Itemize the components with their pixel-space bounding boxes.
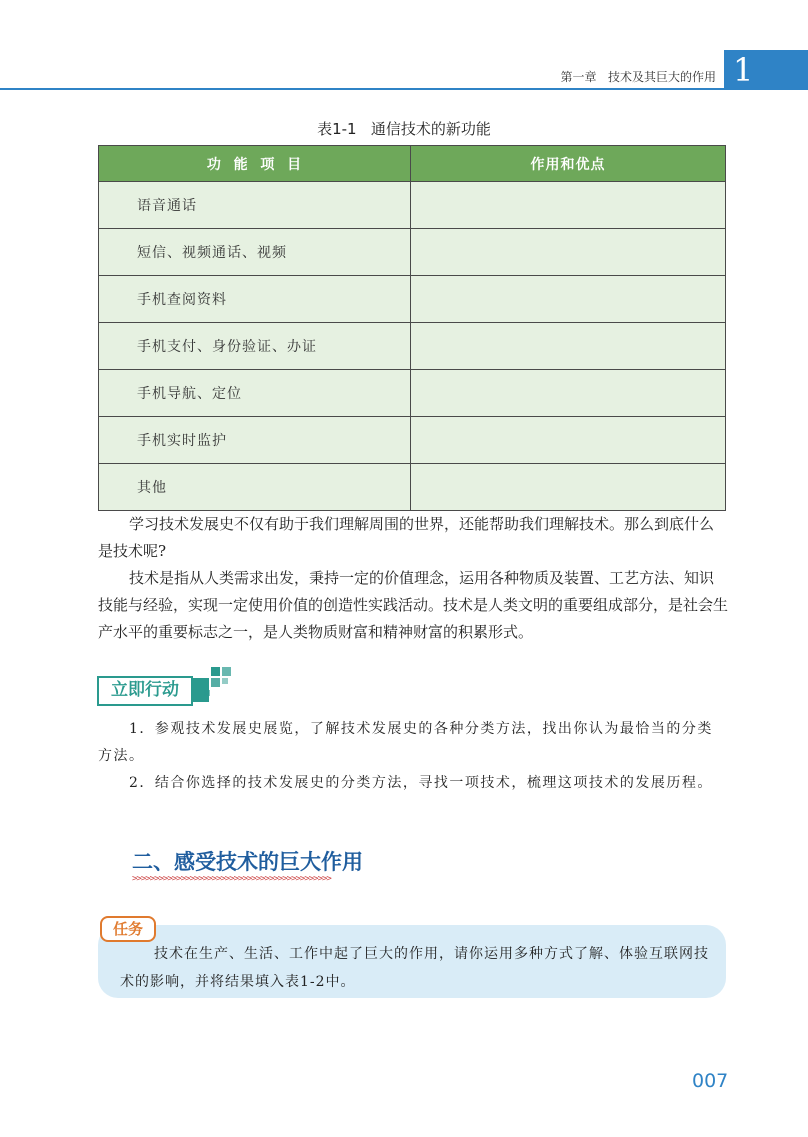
action-list <box>98 716 728 797</box>
function-cell: 语音通话 <box>99 182 411 229</box>
table-row <box>99 182 726 229</box>
body-paragraph-2: 技术是指从人类需求出发，秉持一定的价值理念，运用各种物质及装置、工艺方法、知识技能与经验，实现一定使用价值的创造性实践活动。技术是人类文明的重要组成部分，是社会生产水平的重要标志之一，是人类物质财富和精神财富的积累形式。 <box>98 569 729 641</box>
decor-square <box>222 678 228 684</box>
section-underline-decoration: >>>>>>>>>>>>>>>>>>>>>>>>>>>>>>>>>>>>>>>>>>>>> <box>132 874 331 884</box>
answer-cell[interactable] <box>411 276 726 323</box>
body-text <box>98 511 728 646</box>
function-cell: 手机实时监护 <box>99 417 411 464</box>
table-row <box>99 276 726 323</box>
column-header-function: 功 能 项 目 <box>99 146 411 182</box>
action-item-2: 2．结合你选择的技术发展史的分类方法，寻找一项技术，梳理这项技术的发展历程。 <box>129 775 713 791</box>
page-number: 007 <box>692 1070 729 1092</box>
decor-square <box>204 690 210 696</box>
table-caption <box>0 118 808 139</box>
table-row <box>99 417 726 464</box>
task-text <box>120 940 710 996</box>
table-header-row <box>99 146 726 182</box>
table-caption-title: 通信技术的新功能 <box>370 120 491 138</box>
table-row <box>99 229 726 276</box>
action-item-1: 1．参观技术发展史展览，了解技术发展史的各种分类方法，找出你认为最恰当的分类方法。 <box>98 721 713 764</box>
function-cell: 手机支付、身份验证、办证 <box>99 323 411 370</box>
decor-square <box>211 667 220 676</box>
table-row <box>99 323 726 370</box>
function-cell: 手机查阅资料 <box>99 276 411 323</box>
decor-square <box>222 667 231 676</box>
answer-cell[interactable] <box>411 229 726 276</box>
answer-cell[interactable] <box>411 323 726 370</box>
answer-cell[interactable] <box>411 464 726 511</box>
running-header <box>561 68 716 85</box>
chapter-label: 第一章 <box>560 70 597 84</box>
answer-cell[interactable] <box>411 370 726 417</box>
body-paragraph-1: 学习技术发展史不仅有助于我们理解周围的世界，还能帮助我们理解技术。那么到底什么是技术呢? <box>98 515 715 560</box>
task-tag: 任务 <box>100 916 156 942</box>
answer-cell[interactable] <box>411 417 726 464</box>
chapter-number: 1 <box>733 51 754 89</box>
task-paragraph: 技术在生产、生活、工作中起了巨大的作用，请你运用多种方式了解、体验互联网技术的影响，并将结果填入表1-2中。 <box>120 946 709 990</box>
table-caption-number: 表1-1 <box>317 120 357 138</box>
decor-square <box>211 678 220 687</box>
table-row <box>99 464 726 511</box>
table-row <box>99 370 726 417</box>
header-rule <box>0 88 724 90</box>
action-heading: 立即行动 <box>111 680 179 700</box>
column-header-use: 作用和优点 <box>411 146 726 182</box>
function-cell: 短信、视频通话、视频 <box>99 229 411 276</box>
features-table <box>98 145 726 511</box>
chapter-title: 技术及其巨大的作用 <box>607 70 716 84</box>
function-cell: 其他 <box>99 464 411 511</box>
section-title: 二、感受技术的巨大作用 <box>132 850 363 874</box>
answer-cell[interactable] <box>411 182 726 229</box>
function-cell: 手机导航、定位 <box>99 370 411 417</box>
